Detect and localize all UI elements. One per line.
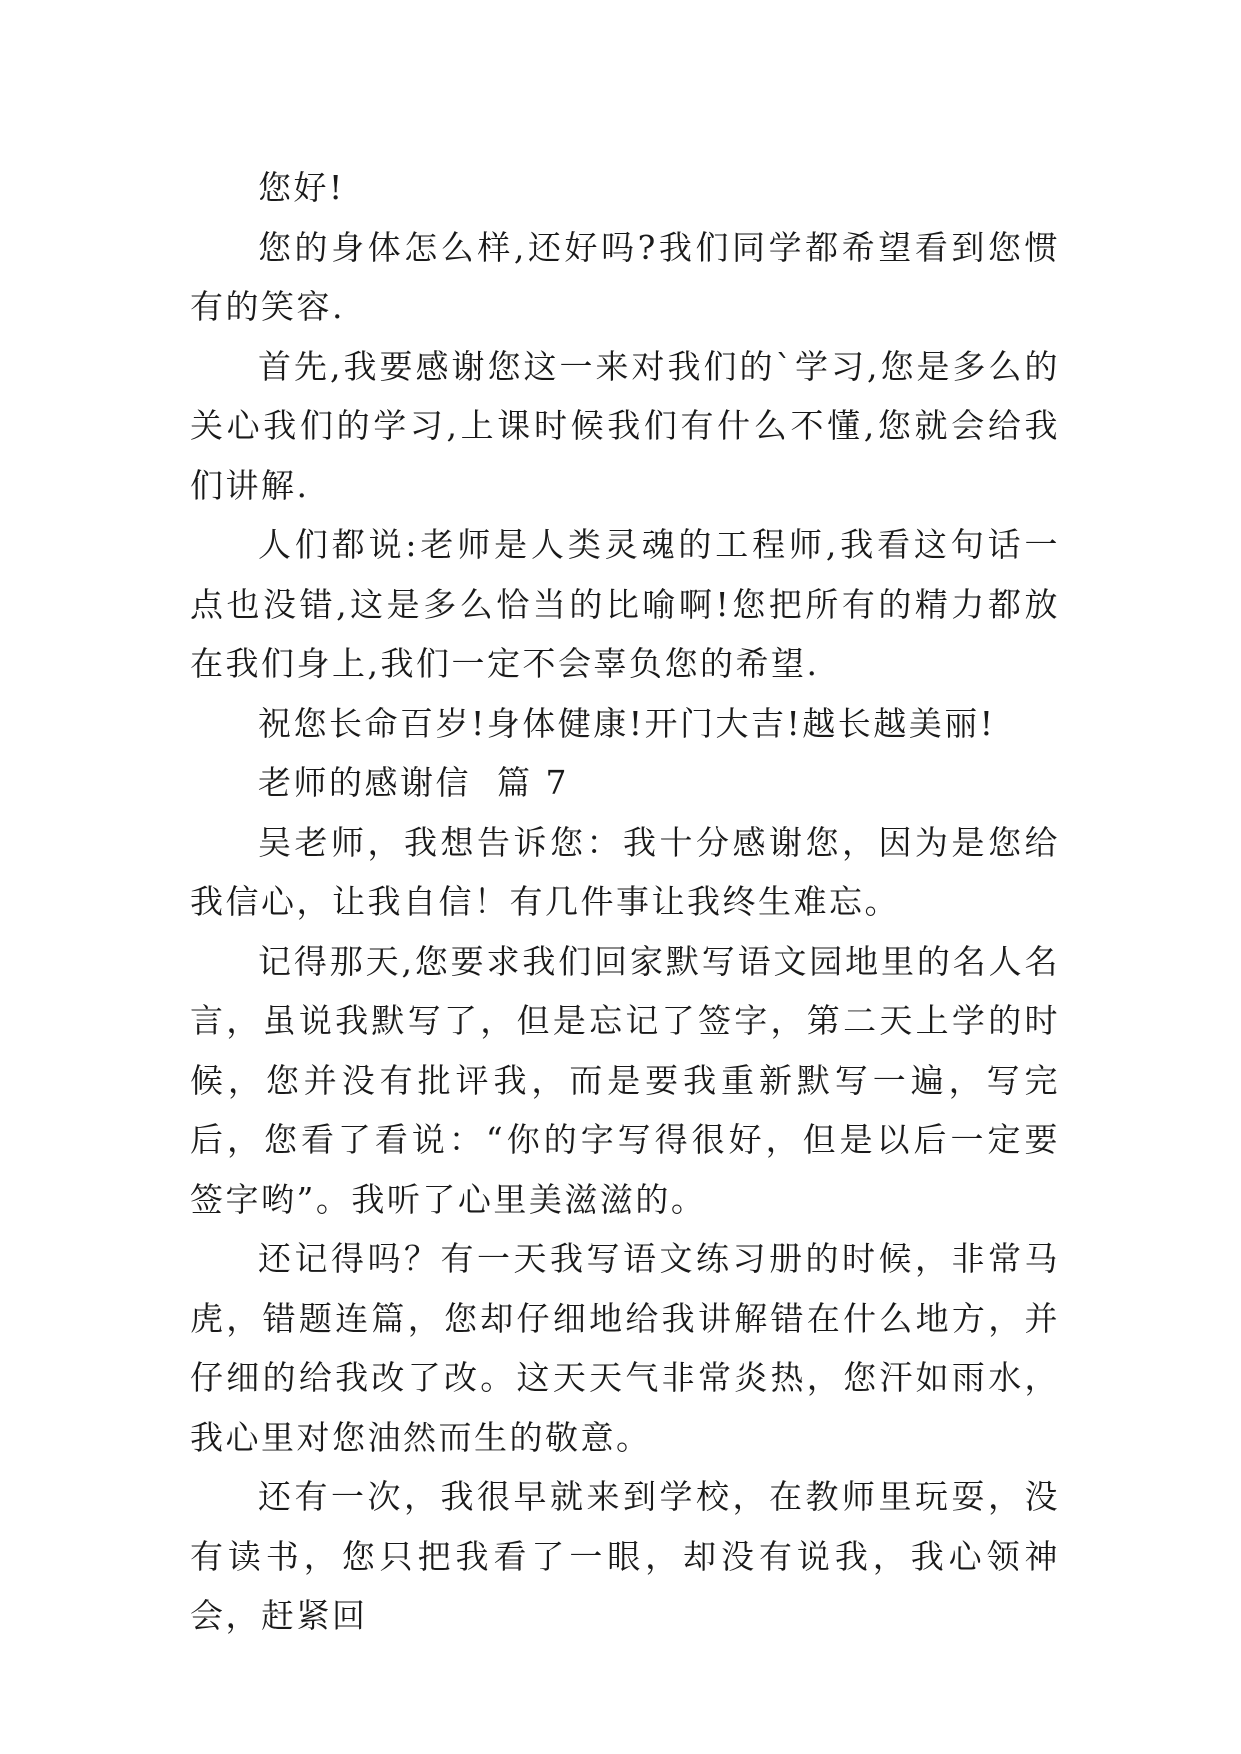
- letter-body: [190, 158, 1060, 1646]
- section-heading: 老师的感谢信 篇 7: [258, 763, 569, 802]
- paragraph-teacher-wu: 吴老师，我想告诉您：我十分感谢您，因为是您给我信心，让我自信！有几件事让我终生难忘。: [190, 822, 1060, 921]
- paragraph-engineer: 人们都说:老师是人类灵魂的工程师,我看这句话一点也没错,这是多么恰当的比喻啊!您把所有的精力都放在我们身上,我们一定不会辜负您的希望.: [190, 525, 1060, 683]
- paragraph-memory-1: 记得那天,您要求我们回家默写语文园地里的名人名言，虽说我默写了，但是忘记了签字，第二天上学的时候，您并没有批评我，而是要我重新默写一遍，写完后，您看了看说：“你的字写得很好，但是以后一定要签字哟”。我听了心里美滋滋的。: [190, 941, 1060, 1219]
- paragraph-thanks: 首先,我要感谢您这一来对我们的`学习,您是多么的关心我们的学习,上课时候我们有什么不懂,您就会给我们讲解.: [190, 346, 1060, 505]
- paragraph-wishes: 祝您长命百岁!身体健康!开门大吉!越长越美丽!: [258, 703, 996, 743]
- paragraph-memory-2: 还记得吗？有一天我写语文练习册的时候，非常马虎，错题连篇，您却仔细地给我讲解错在什么地方，并仔细的给我改了改。这天天气非常炎热，您汗如雨水，我心里对您油然而生的敬意。: [190, 1239, 1060, 1457]
- paragraph-health: 您的身体怎么样,还好吗?我们同学都希望看到您惯有的笑容.: [190, 227, 1060, 326]
- paragraph-greeting: 您好!: [258, 168, 345, 207]
- paragraph-memory-3: 还有一次，我很早就来到学校，在教师里玩耍，没有读书，您只把我看了一眼，却没有说我，我心领神会，赶紧回: [190, 1477, 1060, 1635]
